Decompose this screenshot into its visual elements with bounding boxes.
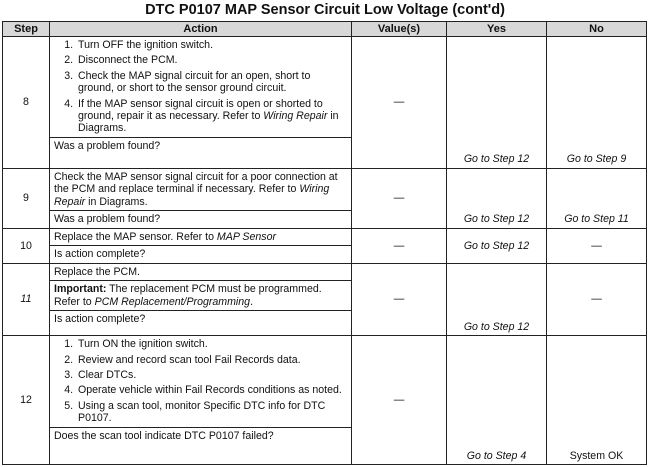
action-text-main: Replace the MAP sensor. Refer to (54, 230, 217, 243)
table-row (3, 336, 647, 465)
action-steps (50, 37, 351, 138)
step-number: 9 (3, 168, 50, 228)
item-text: If the MAP sensor signal circuit is open or shorted to ground, repair it as necessary. Refer to (78, 97, 323, 123)
list-item: 1. Turn OFF the ignition switch. (76, 39, 347, 51)
yes-cell: Go to Step 12 (447, 168, 547, 228)
table-row (3, 168, 647, 228)
action-question: Was a problem found? (54, 213, 161, 225)
page-title: DTC P0107 MAP Sensor Circuit Low Voltage (cont'd) (145, 2, 505, 18)
step-number: 10 (3, 228, 50, 263)
step-number: 8 (3, 37, 50, 169)
action-cell (50, 168, 352, 228)
header-no: No (547, 22, 647, 37)
list-item: 5. Using a scan tool, monitor Specific DTC info for DTC P0107. (76, 400, 347, 425)
step-number: 12 (3, 336, 50, 465)
table-row (3, 37, 647, 169)
diagnostic-table (2, 21, 647, 465)
action-cell (50, 336, 352, 465)
important-note (50, 281, 351, 311)
value-cell: — (352, 168, 447, 228)
action-question: Was a problem found? (54, 139, 161, 152)
yes-cell: Go to Step 12 (447, 263, 547, 335)
list-item: 1. Turn ON the ignition switch. (76, 338, 347, 350)
header-yes: Yes (447, 22, 547, 37)
header-row (3, 22, 647, 37)
value-cell: — (352, 263, 447, 335)
reference-link: Wiring Repair (263, 110, 328, 123)
table-row (3, 263, 647, 335)
no-cell: Go to Step 9 (547, 37, 647, 169)
table-row (3, 228, 647, 263)
action-text (50, 169, 351, 211)
list-item (76, 98, 347, 135)
yes-cell: Go to Step 4 (447, 336, 547, 465)
list-item: 2. Disconnect the PCM. (76, 54, 347, 66)
no-cell: — (547, 228, 647, 263)
no-cell: System OK (547, 336, 647, 465)
action-cell (50, 228, 352, 263)
reference-link: PCM Replacement/Programming (94, 295, 251, 308)
action-cell (50, 263, 352, 335)
action-text (50, 229, 351, 246)
value-cell: — (352, 336, 447, 465)
reference-link: Wiring Repair (54, 183, 330, 208)
value-cell: — (352, 37, 447, 169)
action-question: Is action complete? (54, 312, 146, 325)
header-step: Step (3, 22, 50, 37)
action-steps (50, 336, 351, 427)
reference-link: MAP Sensor (216, 230, 276, 243)
step-number: 11 (3, 263, 50, 335)
important-text-end: . (250, 295, 254, 308)
no-cell: — (547, 263, 647, 335)
action-text-end: in Diagrams. (85, 195, 148, 208)
no-cell: Go to Step 11 (547, 168, 647, 228)
action-question: Is action complete? (54, 248, 146, 261)
list-item: 2. Review and record scan tool Fail Records data. (76, 354, 347, 366)
action-text-main: Check the MAP sensor signal circuit for a poor connection at the PCM and replace terminal if necessary. Refer to (54, 170, 338, 196)
header-values: Value(s) (352, 22, 447, 37)
header-action: Action (50, 22, 352, 37)
list-item: 4. Operate vehicle within Fail Records conditions as noted. (76, 384, 347, 396)
item-text-end: in Diagrams. (78, 110, 339, 135)
action-question: Does the scan tool indicate DTC P0107 failed? (54, 429, 274, 442)
action-cell (50, 37, 352, 169)
important-label: Important: (54, 283, 107, 296)
important-text: The replacement PCM must be programmed. Refer to (54, 283, 322, 308)
list-item: 3. Clear DTCs. (76, 369, 347, 381)
yes-cell: Go to Step 12 (447, 37, 547, 169)
value-cell: — (352, 228, 447, 263)
yes-cell: Go to Step 12 (447, 228, 547, 263)
list-item: 3. Check the MAP signal circuit for an open, short to ground, or short to the sensor ground circuit. (76, 70, 347, 95)
action-text: Replace the PCM. (50, 264, 351, 281)
